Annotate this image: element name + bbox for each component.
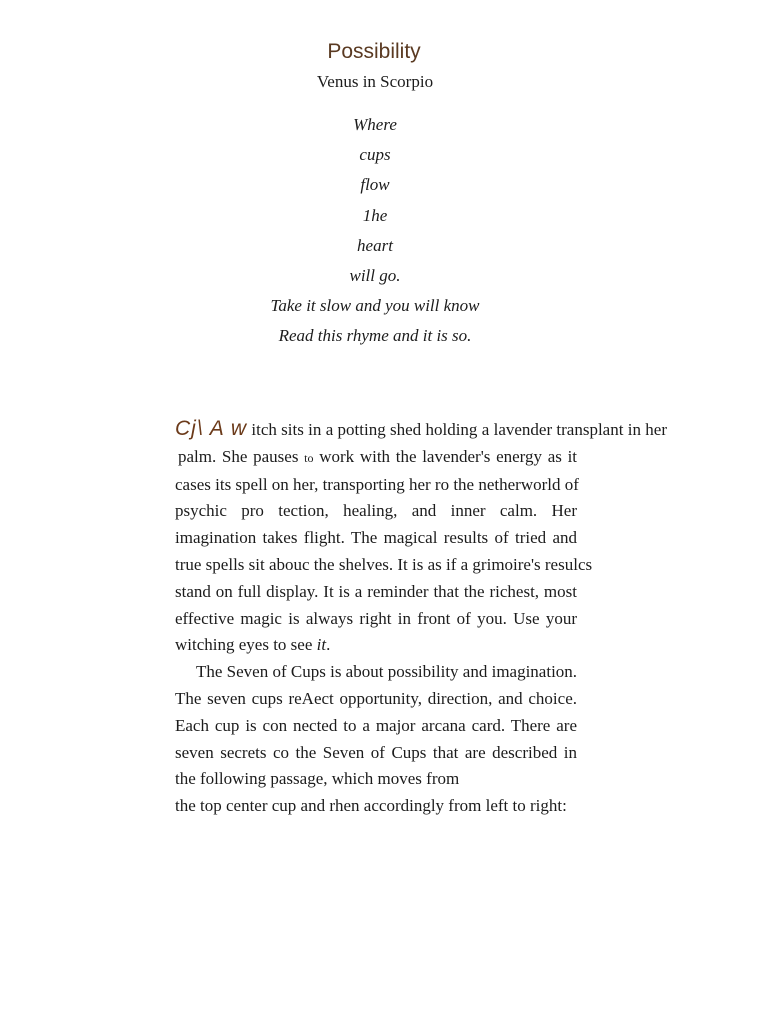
paragraph-line: the following passage, which moves from [175,769,460,789]
paragraph-line: stand on full display. It is a reminder that the richest, most [175,581,577,601]
paragraph-line [175,444,577,472]
poem-line: Where [353,115,397,134]
poem-line: heart [357,235,393,255]
paragraph-line: effective magic is always right in front of you. Use your [175,608,577,628]
paragraph-line: Each cup is con nected to a major arcana card. There are [175,715,577,735]
paragraph-line: imagination takes flight. The magical results of tried and [175,528,577,548]
paragraph-line: seven secrets co the Seven of Cups that are described in [175,742,577,762]
paragraph-line-text: itch sits in a potting shed holding a lavender transplant in her [251,420,667,439]
paragraph-line-text: . [326,635,331,655]
poem-line: will go. [349,265,401,285]
paragraph-line: the top center cup and rhen accordingly from left to right: [175,796,567,816]
paragraph-line: true spells sit abouc the shelves. It is as if a grimoire's resulcs [175,554,593,574]
paragraph-line-text: to [304,450,314,465]
paragraph-line [175,632,577,659]
paragraph-line [175,416,667,444]
page-subtitle: Venus in Scorpio [316,72,434,91]
poem-line: cups [359,145,391,165]
paragraph-line-text: work with the lavender's energy as it [319,446,578,466]
poem-line: Take it slow and you will know [270,296,480,316]
poem-line: Read this rhyme and it is so. [278,326,472,346]
paragraph-line: psychic pro tection, healing, and inner calm. Her [175,501,577,521]
drop-cap: Cj\ A w [175,417,248,440]
paragraph-line: cases its spell on her, transporting her ro the netherworld of [175,474,579,494]
paragraph-line: The Seven of Cups is about possibility and imagination. [196,662,578,682]
page-title: Possibility [327,40,421,63]
paragraph-line: The seven cups reAect opportunity, direction, and choice. [175,688,577,708]
body-text [175,416,667,820]
paragraph-line-text: palm. She pauses [178,446,299,466]
poem-line: 1he [362,205,388,225]
paragraph-line-text: witching eyes to see [175,635,313,655]
paragraph-line-text: it [316,635,327,655]
poem [0,110,750,352]
poem-line: flow [360,175,390,195]
